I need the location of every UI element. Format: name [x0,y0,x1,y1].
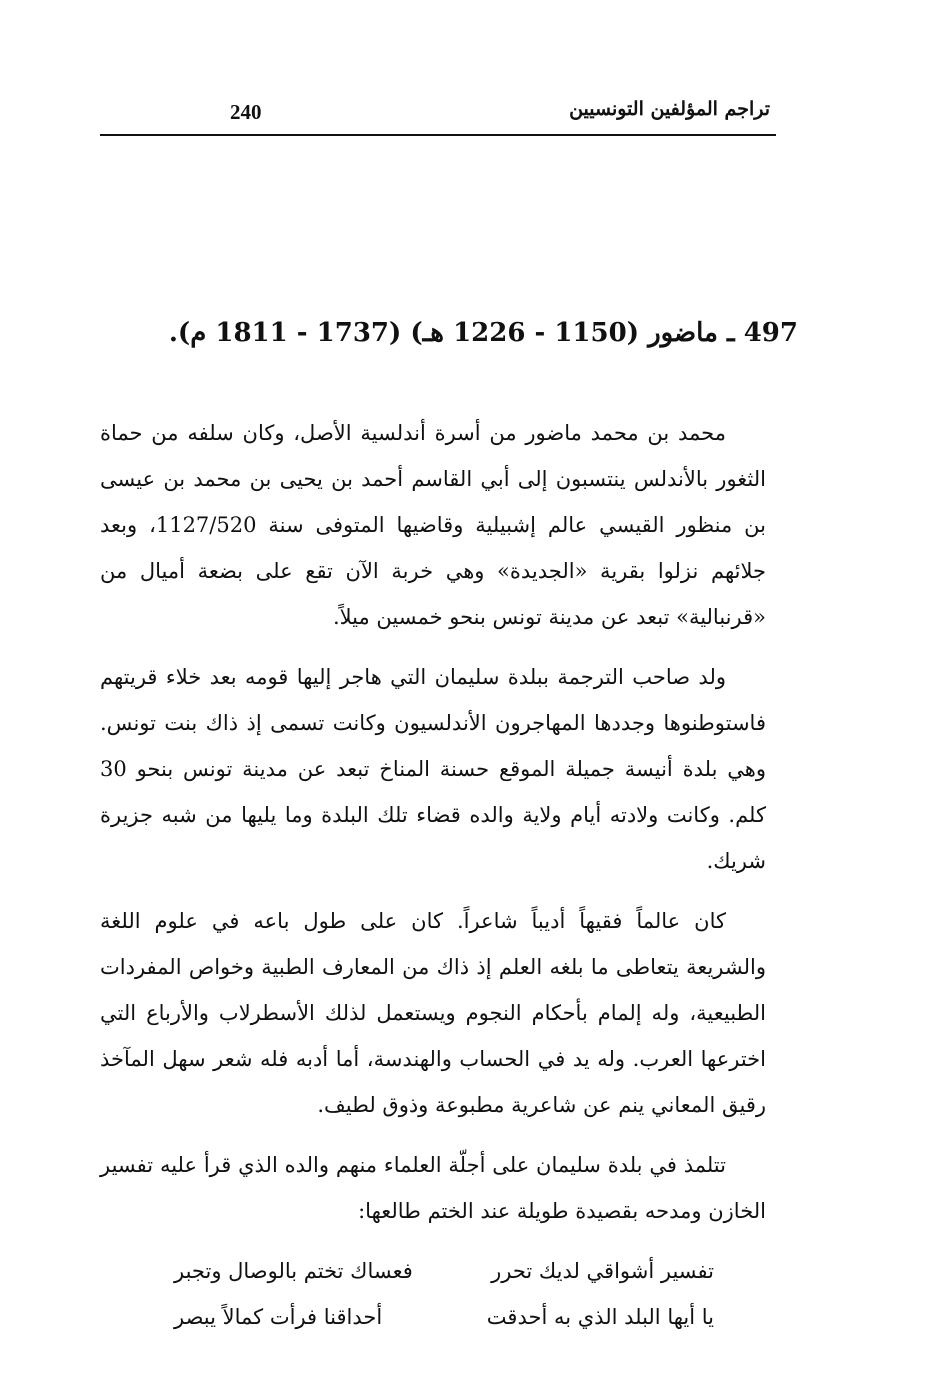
verse-line [174,1294,714,1340]
verse-first-hemistich: تفسير أشواقي لديك تحرر [491,1259,714,1283]
verse-first-hemistich: يا أيها البلد الذي به أحدقت [486,1305,714,1329]
paragraph-birth: ولد صاحب الترجمة ببلدة سليمان التي هاجر إليها قومه بعد خلاء قريتهم فاستوطنوها وجددها المهاجرون الأندلسيون وكانت تسمى إذ ذاك بنت تونس. وهي بلدة أنيسة جميلة الموقع حسنة المناخ تبعد عن مدينة تونس بنحو 30 كلم. وكانت ولادته أيام ولاية والده قضاء تلك البلدة وما يليها من شبه جزيرة شريك. [100,665,766,873]
poem-verses [174,1248,714,1340]
entry-body [100,410,766,1340]
paragraph-teachers: تتلمذ في بلدة سليمان على أجلّة العلماء منهم والده الذي قرأ عليه تفسير الخازن ومدحه بقصيدة طويلة عند الختم طالعها: [100,1153,766,1223]
page-number: 240 [230,100,262,124]
running-title: تراجم المؤلفين التونسيين [569,98,770,120]
entry-heading: 497 ـ ماضور (1150 - 1226 هـ) (1737 - 1811 م). [168,318,798,348]
running-header [100,96,776,136]
paragraph-scholarship: كان عالماً فقيهاً أديباً شاعراً. كان على طول باعه في علوم اللغة والشريعة يتعاطى ما بلغه العلم إذ ذاك من المعارف الطبية وخواص المفردات الطبيعية، وله إلمام بأحكام النجوم ويستعمل لذلك الأسطرلاب والأرباع التي اخترعها العرب. وله يد في الحساب والهندسة، أما أدبه فله شعر سهل المآخذ رقيق المعاني ينم عن شاعرية مطبوعة وذوق لطيف. [100,909,766,1117]
verse-second-hemistich: فعساك تختم بالوصال وتجبر [174,1259,413,1283]
verse-line [174,1248,714,1294]
verse-second-hemistich: أحداقنا فرأت كمالاً يبصر [174,1305,383,1329]
paragraph-origin: محمد بن محمد ماضور من أسرة أندلسية الأصل، وكان سلفه من حماة الثغور بالأندلس ينتسبون إلى أبي القاسم أحمد بن يحيى بن محمد بن عيسى بن منظور القيسي عالم إشبيلية وقاضيها المتوفى سنة 1127/520، وبعد جلائهم نزلوا بقرية «الجديدة» وهي خربة الآن تقع على بضعة أميال من «قرنبالية» تبعد عن مدينة تونس بنحو خمسين ميلاً. [100,421,766,629]
